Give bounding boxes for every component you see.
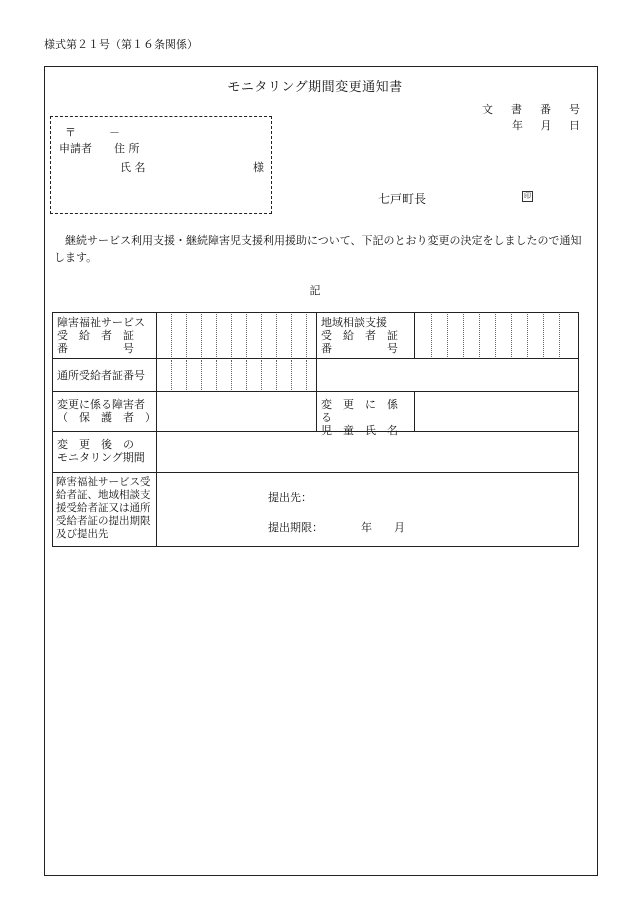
disabled-person-label-line: 変更に係る障害者 (57, 398, 145, 411)
submission-label-line: 援受給者証又は通所 (56, 502, 151, 514)
service-cert-label-cell (52, 312, 157, 359)
daycare-cert-label: 通所受給者証番号 (57, 369, 145, 382)
new-period-label-line: モニタリング期間 (57, 451, 145, 464)
service-cert-label-line: 番 号 (57, 342, 134, 355)
community-cert-label-line: 番 号 (321, 342, 398, 355)
applicant-label: 申請者 (59, 142, 92, 155)
row2-blank (316, 358, 579, 392)
document-title: モニタリング期間変更通知書 (227, 80, 403, 95)
doc-number-char: 番 (540, 103, 551, 116)
service-cert-label-line: 障害福祉サービス (57, 316, 145, 329)
submission-label-line: 給者証、地域相談支 (56, 489, 151, 501)
address-box (50, 116, 272, 214)
document-date (512, 117, 580, 133)
submission-label-line: 受給者証の提出期限 (56, 515, 151, 527)
date-year: 年 (512, 119, 523, 132)
submission-label-line: 障害福祉サービス受 (56, 476, 151, 488)
daycare-cert-label-cell (52, 358, 157, 392)
seal-mark: 印 (524, 192, 531, 200)
submit-to-label: 提出先： (268, 491, 312, 504)
deadline-month: 月 (394, 521, 405, 534)
date-day: 日 (569, 119, 580, 132)
submission-field[interactable] (156, 472, 579, 547)
daycare-cert-number-field[interactable] (156, 358, 317, 392)
new-period-field[interactable] (156, 431, 579, 473)
submission-label-line: 及び提出先 (56, 528, 109, 540)
doc-number-char: 号 (569, 103, 580, 116)
doc-number-char: 文 (482, 103, 493, 116)
address-label: 住 所 (114, 142, 140, 155)
child-name-field[interactable] (414, 391, 579, 432)
submit-deadline-label: 提出期限： (268, 521, 323, 534)
child-name-label-line: 変 更 に 係 る (321, 398, 409, 424)
issuer-name: 七戸町長 (378, 192, 427, 206)
new-period-label-cell (52, 431, 157, 473)
name-label: 氏 名 (120, 161, 146, 174)
postal-dash: － (109, 126, 120, 139)
child-name-label-line: 児 童 氏 名 (321, 424, 398, 437)
disabled-person-label-cell (52, 391, 157, 432)
honorific-sama: 様 (253, 161, 264, 174)
submission-label-cell (52, 472, 157, 547)
new-period-label-line: 変 更 後 の (57, 438, 134, 451)
disabled-person-label-line: （ 保 護 者 ） (57, 411, 156, 424)
child-name-label-cell (316, 391, 415, 437)
service-cert-label-line: 受 給 者 証 (57, 329, 134, 342)
deadline-year: 年 (361, 521, 372, 534)
community-cert-label-line: 地域相談支援 (321, 316, 387, 329)
community-cert-number-field[interactable] (414, 312, 579, 359)
form-label: 様式第２１号（第１６条関係） (44, 38, 198, 51)
service-cert-number-field[interactable] (156, 312, 317, 359)
community-cert-label-cell (316, 312, 415, 359)
postal-mark: 〒 (65, 126, 76, 139)
ki-heading: 記 (309, 284, 321, 297)
body-text: 継続サービス利用支援・継続障害児支援利用援助について、下記のとおり変更の決定をしましたので通知します。 (54, 234, 582, 264)
community-cert-label-line: 受 給 者 証 (321, 329, 398, 342)
doc-number-char: 書 (511, 103, 522, 116)
document-number (482, 101, 580, 117)
disabled-person-field[interactable] (156, 391, 317, 432)
date-month: 月 (540, 119, 552, 132)
